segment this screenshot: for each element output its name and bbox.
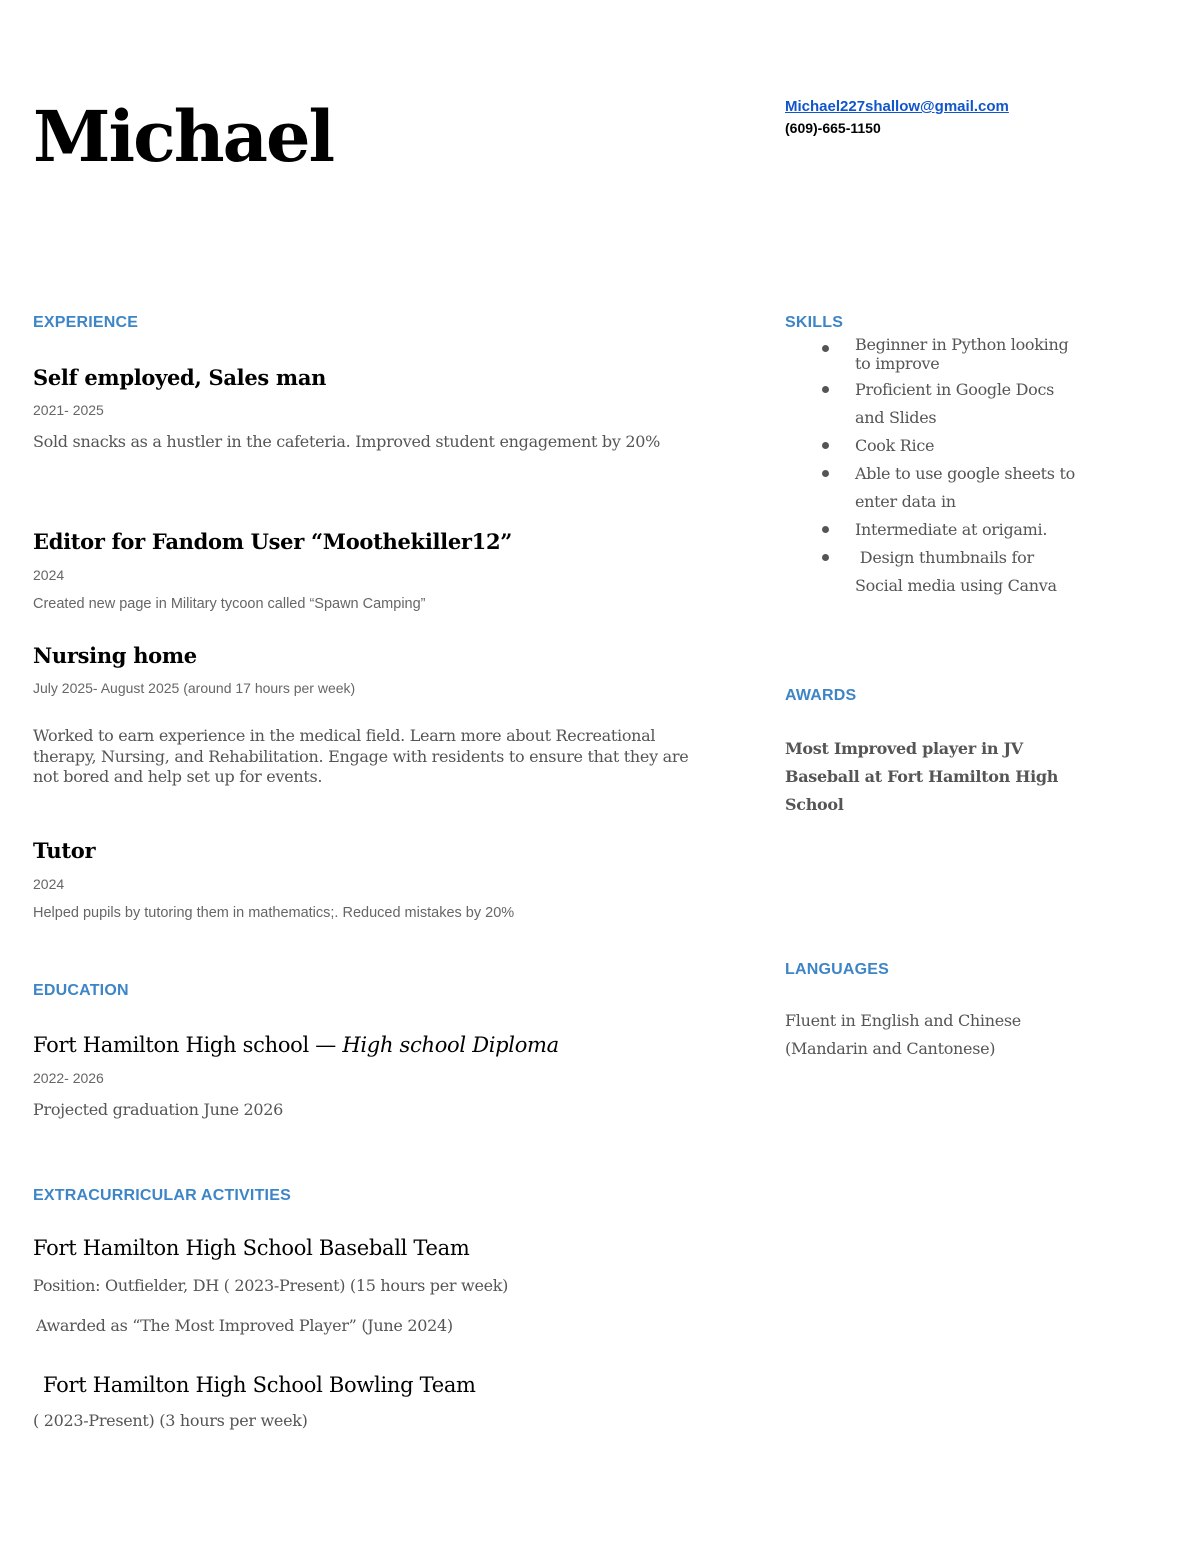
candidate-name: Michael <box>33 95 334 178</box>
experience-heading: EXPERIENCE <box>33 314 139 331</box>
activity-award: Awarded as “The Most Improved Player” (June 2024) <box>36 1316 453 1335</box>
activity-detail: Position: Outfielder, DH ( 2023-Present) (15 hours per week) <box>33 1276 509 1295</box>
activity-detail: ( 2023-Present) (3 hours per week) <box>33 1411 308 1430</box>
job-description: Created new page in Military tycoon called “Spawn Camping” <box>33 596 426 612</box>
job-title: Nursing home <box>33 643 197 668</box>
email-link[interactable]: Michael227shallow@gmail.com <box>785 98 1009 115</box>
activity-title: Fort Hamilton High School Bowling Team <box>43 1373 476 1397</box>
skill-item: Design thumbnails for Social media using Canva <box>820 544 1070 600</box>
job-dates: 2021- 2025 <box>33 402 104 418</box>
education-heading: EDUCATION <box>33 982 129 999</box>
school-name <box>33 1033 559 1057</box>
skill-item: Cook Rice <box>820 432 1090 460</box>
languages-heading: LANGUAGES <box>785 961 890 978</box>
job-description: Sold snacks as a hustler in the cafeteria. Improved student engagement by 20% <box>33 432 661 451</box>
skill-item: Able to use google sheets to enter data in <box>820 460 1105 516</box>
activity-title: Fort Hamilton High School Baseball Team <box>33 1236 470 1260</box>
job-dates: 2024 <box>33 876 65 892</box>
skills-list <box>820 335 1090 600</box>
languages-text: Fluent in English and Chinese (Mandarin and Cantonese) <box>785 1011 1021 1058</box>
skill-item: Beginner in Python looking to improve <box>820 335 1070 373</box>
skills-heading: SKILLS <box>785 314 844 331</box>
job-title: Tutor <box>33 838 96 863</box>
job-dates: July 2025- August 2025 (around 17 hours per week) <box>33 680 356 696</box>
skill-item: Proficient in Google Docs and Slides <box>820 376 1070 432</box>
education-note: Projected graduation June 2026 <box>33 1100 284 1119</box>
degree-label: High school Diploma <box>342 1033 559 1057</box>
phone-number: (609)-665-1150 <box>785 120 881 136</box>
job-dates: 2024 <box>33 567 65 583</box>
award-text: Most Improved player in JV Baseball at Fort Hamilton High School <box>785 739 1059 814</box>
job-description: Helped pupils by tutoring them in mathematics;. Reduced mistakes by 20% <box>33 905 515 921</box>
job-description: Worked to earn experience in the medical field. Learn more about Recreational therapy, Nursing, and Rehabilitation. Engage with residents to ensure that they are not bored and help set up for events. <box>33 726 689 786</box>
school-label: Fort Hamilton High school — <box>33 1033 343 1057</box>
job-title: Self employed, Sales man <box>33 365 327 390</box>
awards-heading: AWARDS <box>785 687 857 704</box>
education-dates: 2022- 2026 <box>33 1070 104 1086</box>
skill-item: Intermediate at origami. <box>820 516 1090 544</box>
job-title: Editor for Fandom User “Moothekiller12” <box>33 529 513 554</box>
extracurricular-heading: EXTRACURRICULAR ACTIVITIES <box>33 1187 291 1204</box>
